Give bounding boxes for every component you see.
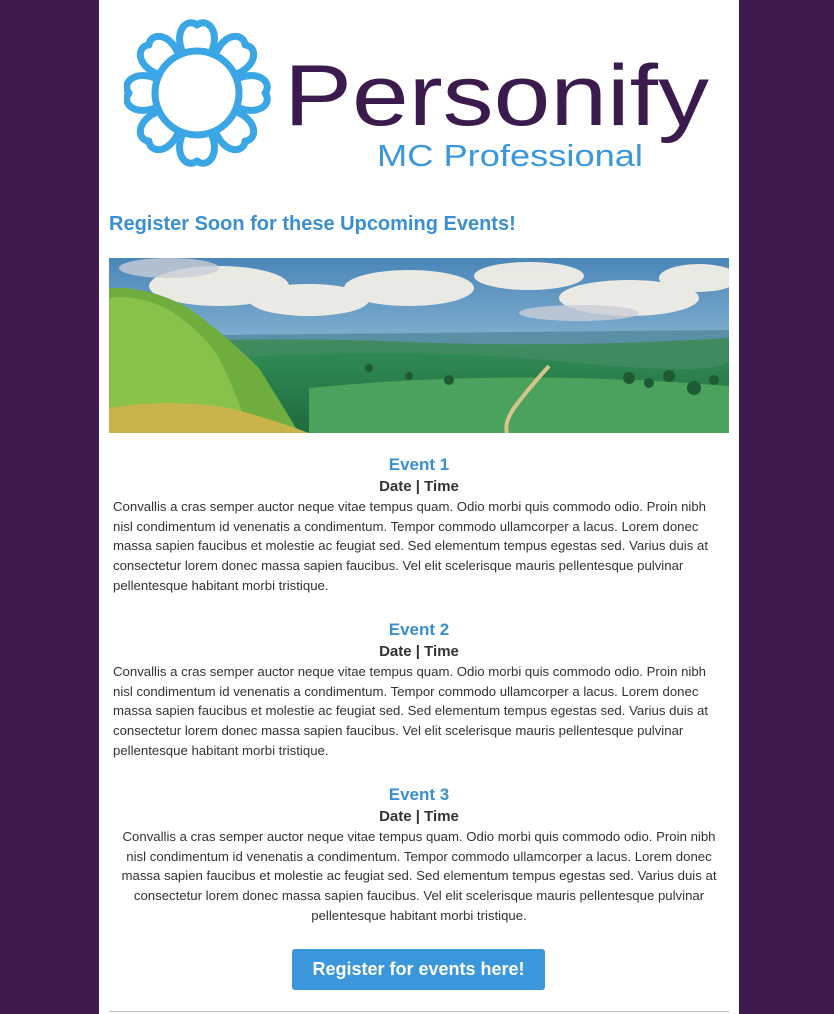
register-events-button[interactable]: Register for events here!	[292, 949, 545, 990]
footer-divider	[109, 1011, 729, 1012]
event-description: Convallis a cras semper auctor neque vitae tempus quam. Odio morbi quis commodo odio. Proin nibh nisl condimentum id venenatis a condimentum. Tempor commodo ullamcorper a lacus. Lorem donec massa sapien faucibus et molestie ac feugiat sed. Sed elementum tempus egestas sed. Varius duis at consectetur lorem donec massa sapien faucibus. Vel elit scelerisque mauris pellentesque pulvinar pellentesque habitant morbi tristique.	[113, 664, 708, 758]
event-title: Event 1	[388, 455, 450, 474]
event-datetime: Date | Time	[379, 808, 459, 825]
event-description: Convallis a cras semper auctor neque vitae tempus quam. Odio morbi quis commodo odio. Proin nibh nisl condimentum id venenatis a condimentum. Tempor commodo ullamcorper a lacus. Lorem donec massa sapien faucibus et molestie ac feugiat sed. Sed elementum tempus egestas sed. Varius duis at consectetur lorem donec massa sapien faucibus. Vel elit scelerisque mauris pellentesque pulvinar pellentesque habitant morbi tristique.	[113, 499, 708, 593]
flower-icon	[127, 23, 268, 164]
event-title: Event 3	[388, 785, 450, 804]
event-card-1	[109, 454, 729, 596]
page-headline: Register Soon for these Upcoming Events!	[109, 213, 516, 235]
email-body	[99, 0, 739, 1014]
landscape-banner-image	[109, 258, 729, 433]
event-card-3	[109, 784, 729, 926]
brand-wordmark: Personify	[284, 48, 709, 144]
event-description: Convallis a cras semper auctor neque vitae tempus quam. Odio morbi quis commodo odio. Proin nibh nisl condimentum id venenatis a condimentum. Tempor commodo ullamcorper a lacus. Lorem donec massa sapien faucibus et molestie ac feugiat sed. Sed elementum tempus egestas sed. Varius duis at consectetur lorem donec massa sapien faucibus. Vel elit scelerisque mauris pellentesque pulvinar pellentesque habitant morbi tristique.	[121, 829, 717, 923]
event-datetime: Date | Time	[379, 478, 459, 495]
brand-subname: MC Professional	[377, 138, 643, 173]
personify-logo	[124, 18, 714, 173]
event-card-2	[109, 619, 729, 761]
event-title: Event 2	[388, 620, 450, 639]
event-datetime: Date | Time	[379, 643, 459, 660]
